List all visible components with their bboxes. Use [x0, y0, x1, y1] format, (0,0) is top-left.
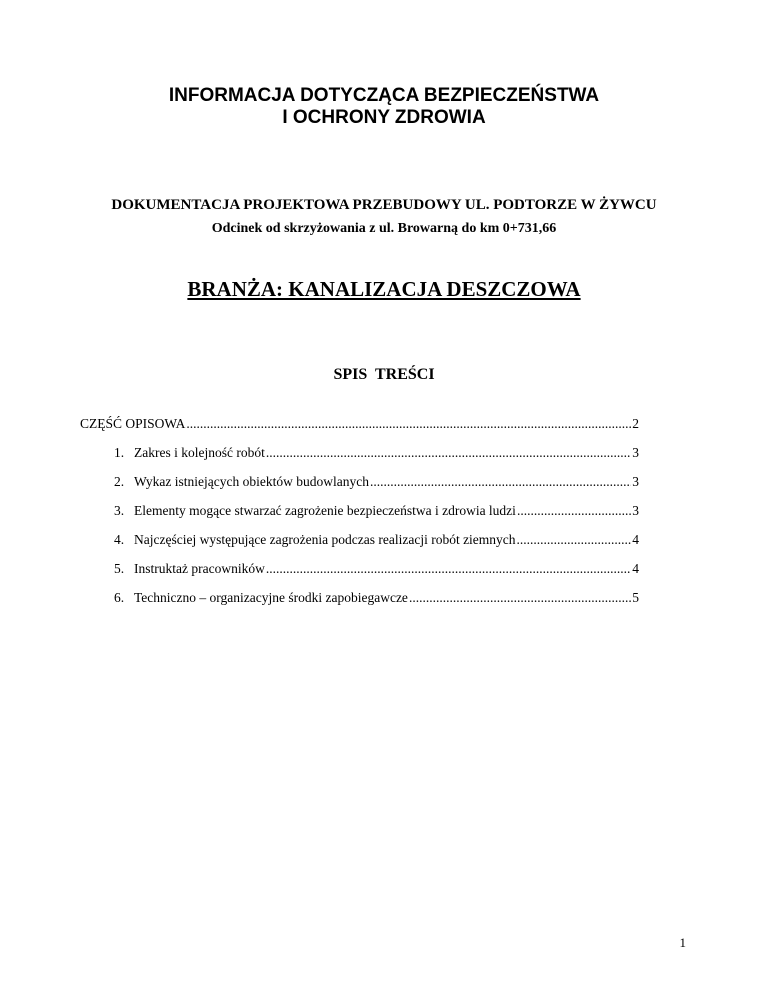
- toc-dot-leader: [409, 588, 631, 608]
- toc-entry-text: Wykaz istniejących obiektów budowlanych: [134, 474, 369, 489]
- section-range-subtitle: Odcinek od skrzyżowania z ul. Browarną do km 0+731,66: [211, 221, 557, 236]
- toc-dot-leader: [186, 414, 631, 434]
- toc-entry-number: 4.: [114, 532, 125, 547]
- toc-entry-number: 6.: [114, 590, 125, 605]
- toc-entry-text: Zakres i kolejność robót: [134, 445, 265, 460]
- toc-dot-leader: [266, 559, 631, 579]
- toc-entry-main: [80, 414, 639, 434]
- toc-entry-2: [114, 472, 639, 492]
- toc-entry-number: 1.: [114, 445, 125, 460]
- toc-entry-text: Najczęściej występujące zagrożenia podczas realizacji robót ziemnych: [134, 532, 516, 547]
- toc-entry-number: 3.: [114, 503, 125, 518]
- toc-entry-page: 3: [632, 474, 639, 489]
- toc-entry-text: Instruktaż pracowników: [134, 561, 265, 576]
- page-number: 1: [679, 935, 686, 950]
- project-subtitle: DOKUMENTACJA PROJEKTOWA PRZEBUDOWY UL. PODTORZE W ŻYWCU: [111, 197, 657, 213]
- toc-dot-leader: [266, 443, 631, 463]
- toc-entry-text: Techniczno – organizacyjne środki zapobiegawcze: [134, 590, 408, 605]
- toc-entry-page: 3: [632, 503, 639, 518]
- toc-entry-number: 5.: [114, 561, 125, 576]
- document-title-line-1: INFORMACJA DOTYCZĄCA BEZPIECZEŃSTWA: [168, 85, 600, 106]
- toc-entry-page: 5: [632, 590, 639, 605]
- toc-entry-number: 2.: [114, 474, 125, 489]
- toc-entry-4: [114, 530, 639, 550]
- toc-entry-1: [114, 443, 639, 463]
- toc-entry-5: [114, 559, 639, 579]
- toc-dot-leader: [517, 501, 631, 521]
- toc-entry-6: [114, 588, 639, 608]
- toc-entry-page: 4: [632, 532, 639, 547]
- document-title-line-2: I OCHRONY ZDROWIA: [282, 107, 486, 128]
- toc-entry-3: [114, 501, 639, 521]
- toc-heading: SPIS TREŚCI: [333, 366, 435, 383]
- branza-heading: BRANŻA: KANALIZACJA DESZCZOWA: [187, 277, 581, 301]
- toc-entry-page: 4: [632, 561, 639, 576]
- toc-entry-page: 2: [632, 416, 639, 431]
- toc-entry-text: CZĘŚĆ OPISOWA: [80, 416, 186, 431]
- toc-entry-page: 3: [632, 445, 639, 460]
- toc-dot-leader: [370, 472, 631, 492]
- toc-dot-leader: [517, 530, 632, 550]
- toc-entry-text: Elementy mogące stwarzać zagrożenie bezpieczeństwa i zdrowia ludzi: [134, 503, 516, 518]
